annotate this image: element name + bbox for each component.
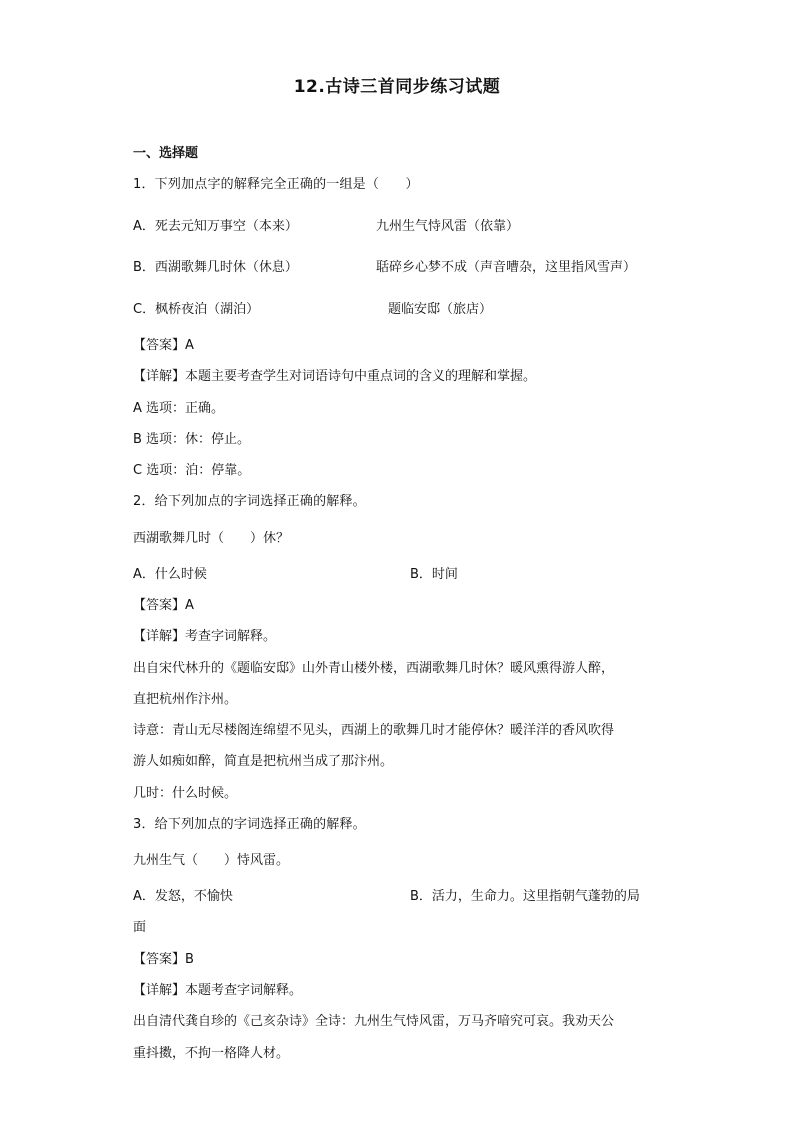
- q1-detail-c: C 选项：泊：停靠。: [133, 463, 251, 478]
- q2-meaning-line-2: 游人如痴如醉，简直是把杭州当成了那汴州。: [133, 754, 394, 769]
- q1-detail: 【详解】本题主要考查学生对词语诗句中重点词的含义的理解和掌握。: [133, 369, 537, 384]
- q2-option-a: A．什么时候: [133, 567, 207, 582]
- q1-option-b: B．西湖歌舞几时休（休息）: [133, 260, 298, 275]
- q1-option-c: C．枫桥夜泊（湖泊）: [133, 302, 260, 317]
- q1-detail-a: A 选项：正确。: [133, 401, 225, 416]
- q1-answer: 【答案】A: [133, 338, 194, 353]
- q1-option-c-right: 题临安邸（旅店）: [388, 302, 493, 317]
- question-1-stem: 1．下列加点字的解释完全正确的一组是（ ）: [133, 177, 419, 192]
- question-3-stem: 3．给下列加点的字词选择正确的解释。: [133, 817, 366, 832]
- q3-sentence: 九州生气（ ）恃风雷。: [133, 853, 290, 868]
- q2-source-line-2: 直把杭州作汴州。: [133, 692, 238, 707]
- q3-option-a: A．发怒，不愉快: [133, 889, 233, 904]
- q2-meaning-line-3: 几时：什么时候。: [133, 786, 238, 801]
- q2-option-b: B．时间: [410, 567, 458, 582]
- q2-detail: 【详解】考查字词解释。: [133, 629, 277, 644]
- q1-detail-b: B 选项：休：停止。: [133, 432, 251, 447]
- q1-option-a: A．死去元知万事空（本来）: [133, 219, 298, 234]
- q2-answer: 【答案】A: [133, 598, 194, 613]
- question-2-stem: 2．给下列加点的字词选择正确的解释。: [133, 494, 366, 509]
- q3-option-b-continued: 面: [133, 920, 147, 935]
- q3-answer: 【答案】B: [133, 952, 194, 967]
- section-heading: 一、选择题: [133, 146, 199, 161]
- q2-source-line-1: 出自宋代林升的《题临安邸》山外青山楼外楼，西湖歌舞几时休？暖风熏得游人醉，: [133, 661, 615, 676]
- q1-option-b-right: 聒碎乡心梦不成（声音嘈杂，这里指风雪声）: [376, 260, 637, 275]
- q2-sentence: 西湖歌舞几时（ ）休？: [133, 531, 290, 546]
- q3-source-line-1: 出自清代龚自珍的《己亥杂诗》全诗：九州生气恃风雷，万马齐喑究可哀。我劝天公: [133, 1014, 615, 1029]
- q1-option-a-right: 九州生气恃风雷（依靠）: [376, 219, 520, 234]
- q3-source-line-2: 重抖擞，不拘一格降人材。: [133, 1046, 290, 1061]
- page-title: 12.古诗三首同步练习试题: [293, 77, 501, 97]
- q3-detail: 【详解】本题考查字词解释。: [133, 983, 303, 998]
- q2-meaning-line-1: 诗意：青山无尽楼阁连绵望不见头，西湖上的歌舞几时才能停休？暖洋洋的香风吹得: [133, 723, 615, 738]
- q3-option-b: B．活力，生命力。这里指朝气蓬勃的局: [410, 889, 640, 904]
